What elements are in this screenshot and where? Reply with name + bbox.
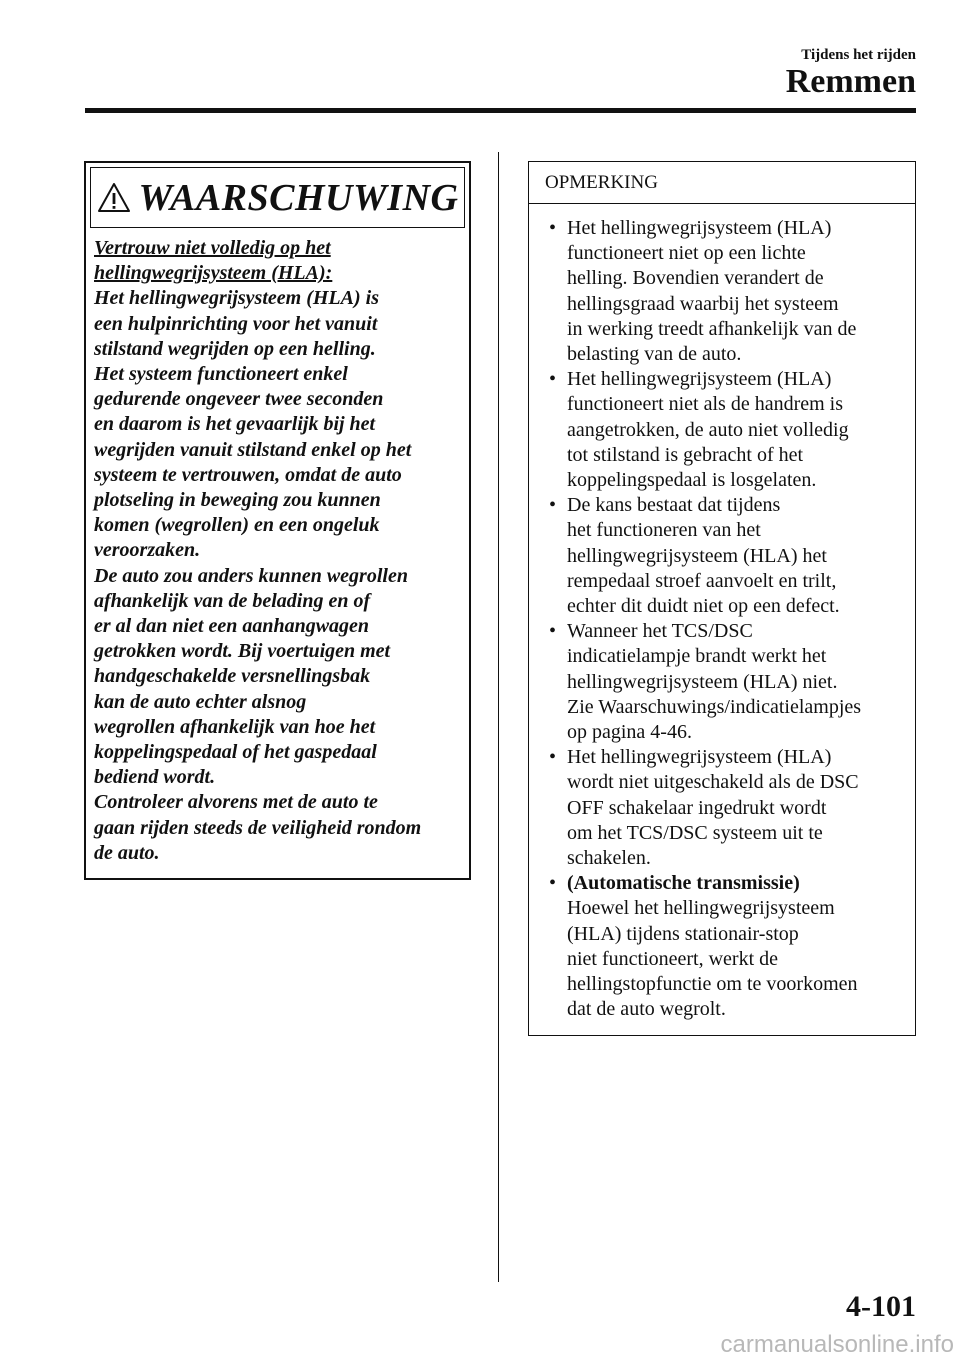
warning-text-line: systeem te vertrouwen, omdat de auto <box>94 463 402 486</box>
warning-heading <box>94 236 465 286</box>
note-item-line: De kans bestaat dat tijdens <box>567 494 781 517</box>
note-item-line: het functioneren van het <box>567 519 761 542</box>
warning-text-line: getrokken wordt. Bij voertuigen met <box>94 640 391 663</box>
bullet-icon: • <box>549 746 557 769</box>
warning-text-line: veroorzaken. <box>94 539 201 562</box>
note-item-line: hellingwegrijsysteem (HLA) het <box>567 544 827 567</box>
note-item-line: hellingsgraad waarbij het systeem <box>567 292 839 315</box>
column-divider <box>498 152 499 1282</box>
warning-text-line: de auto. <box>94 841 160 864</box>
warning-text-line: afhankelijk van de belading en of <box>94 589 371 612</box>
list-item <box>529 367 915 493</box>
warning-text-line: een hulpinrichting voor het vanuit <box>94 312 378 335</box>
note-item-line: om het TCS/DSC systeem uit te <box>567 821 823 844</box>
warning-text-line: komen (wegrollen) en een ongeluk <box>94 514 380 537</box>
warning-text-line: plotseling in beweging zou kunnen <box>94 489 381 512</box>
warning-text-line: Het systeem functioneert enkel <box>94 363 348 386</box>
note-item-line: schakelen. <box>567 847 651 870</box>
warning-text-line: Controleer alvorens met de auto te <box>94 791 378 814</box>
note-list <box>529 216 915 1023</box>
warning-text-line: stilstand wegrijden op een helling. <box>94 337 376 360</box>
note-item-line: functioneert niet op een lichte <box>567 242 806 265</box>
warning-text-line: koppelingspedaal of het gaspedaal <box>94 741 377 764</box>
note-item-line: dat de auto wegrolt. <box>567 998 726 1021</box>
warning-text-line: en daarom is het gevaarlijk bij het <box>94 413 376 436</box>
list-item <box>529 216 915 367</box>
note-item-line: aangetrokken, de auto niet volledig <box>567 418 849 441</box>
note-item-line: helling. Bovendien verandert de <box>567 267 824 290</box>
note-item-line: echter dit duidt niet op een defect. <box>567 595 840 618</box>
warning-body <box>94 236 465 866</box>
note-item-line: OFF schakelaar ingedrukt wordt <box>567 796 827 819</box>
warning-text-line: bediend wordt. <box>94 766 216 789</box>
note-item-line: niet functioneert, werkt de <box>567 947 779 970</box>
note-item-line: Het hellingwegrijsysteem (HLA) <box>567 217 832 239</box>
page-number: 4-101 <box>846 1290 916 1323</box>
warning-text-line: gedurende ongeveer twee seconden <box>94 388 384 411</box>
warning-heading-line: Vertrouw niet volledig op het <box>94 237 331 259</box>
note-item-line: hellingstopfunctie om te voorkomen <box>567 973 858 996</box>
warning-text <box>94 286 465 866</box>
list-item <box>529 619 915 745</box>
page-title: Remmen <box>785 63 916 100</box>
note-item-heading: (Automatische transmissie) <box>567 872 800 895</box>
note-box <box>528 161 916 1036</box>
warning-triangle-icon <box>97 182 131 214</box>
warning-text-line: handgeschakelde versnellingsbak <box>94 665 371 688</box>
note-item-line: Het hellingwegrijsysteem (HLA) <box>567 746 832 769</box>
warning-text-line: De auto zou anders kunnen wegrollen <box>94 564 408 587</box>
header-rule <box>85 108 916 113</box>
note-item-line: functioneert niet als de handrem is <box>567 393 844 416</box>
note-item-line: in werking treedt afhankelijk van de <box>567 317 857 340</box>
list-item <box>529 493 915 619</box>
note-item-line: Het hellingwegrijsysteem (HLA) <box>567 368 832 391</box>
warning-text-line: er al dan niet een aanhangwagen <box>94 615 370 638</box>
warning-text-line: wegrijden vanuit stilstand enkel op het <box>94 438 412 461</box>
note-item-line: koppelingspedaal is losgelaten. <box>567 469 817 492</box>
bullet-icon: • <box>549 494 557 517</box>
bullet-icon: • <box>549 620 557 643</box>
list-item <box>529 745 915 871</box>
note-item-line: (HLA) tijdens stationair-stop <box>567 922 799 945</box>
note-item-line: hellingwegrijsysteem (HLA) niet. <box>567 670 838 693</box>
warning-box <box>84 161 471 880</box>
list-item <box>529 871 915 1022</box>
note-item-line: wordt niet uitgeschakeld als de DSC <box>567 771 859 794</box>
section-label: Tijdens het rijden <box>801 47 916 63</box>
warning-text-line: kan de auto echter alsnog <box>94 690 307 713</box>
note-item-line: belasting van de auto. <box>567 343 742 366</box>
note-title: OPMERKING <box>529 162 915 204</box>
note-item-line: Zie Waarschuwings/indicatielampjes <box>567 695 862 718</box>
note-item-line: tot stilstand is gebracht of het <box>567 443 804 466</box>
bullet-icon: • <box>549 217 557 239</box>
note-item-line: rempedaal stroef aanvoelt en trilt, <box>567 569 837 592</box>
warning-header <box>90 167 465 228</box>
bullet-icon: • <box>549 872 557 895</box>
watermark: carmanualsonline.info <box>720 1331 954 1358</box>
warning-text-line: gaan rijden steeds de veiligheid rondom <box>94 816 422 839</box>
bullet-icon: • <box>549 368 557 391</box>
note-item-line: op pagina 4-46. <box>567 721 692 744</box>
warning-text-line: wegrollen afhankelijk van hoe het <box>94 715 376 738</box>
warning-title: WAARSCHUWING <box>138 176 459 219</box>
note-item-line: Wanneer het TCS/DSC <box>567 620 753 643</box>
warning-text-line: Het hellingwegrijsysteem (HLA) is <box>94 287 379 310</box>
note-item-line: Hoewel het hellingwegrijsysteem <box>567 897 835 920</box>
note-item-line: indicatielampje brandt werkt het <box>567 645 827 668</box>
warning-heading-line: hellingwegrijsysteem (HLA): <box>94 262 333 285</box>
